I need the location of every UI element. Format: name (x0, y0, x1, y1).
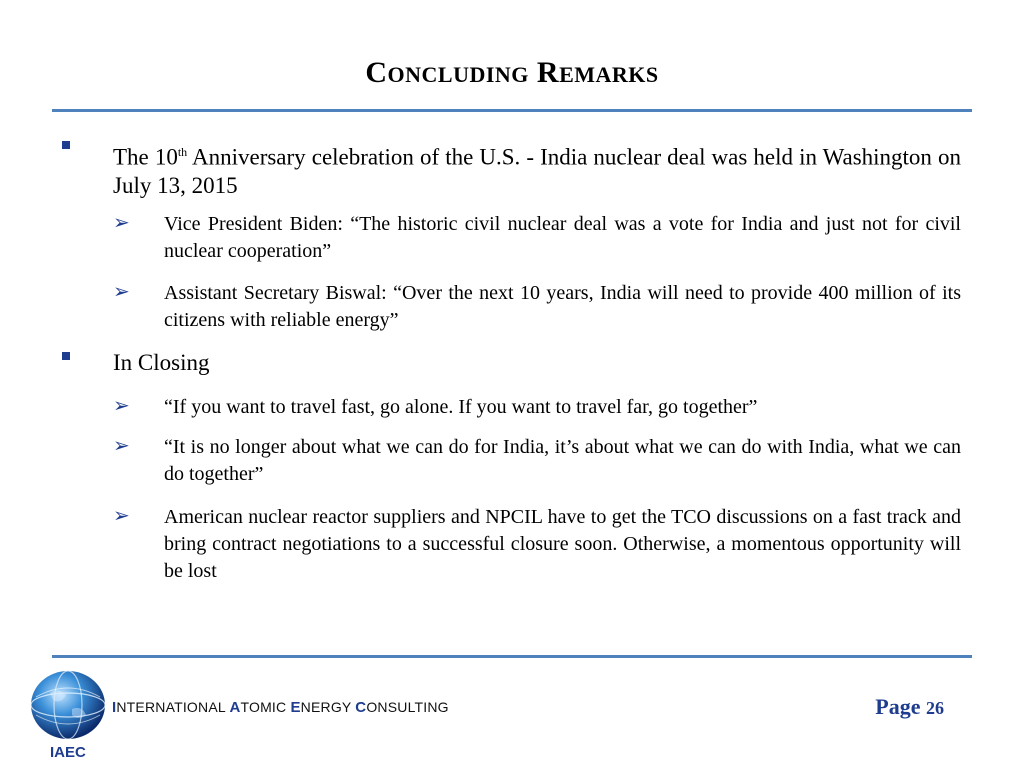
globe-logo-icon (28, 669, 108, 741)
page-number (875, 694, 944, 720)
company-word: TOMIC (240, 699, 291, 715)
title-word-1: ONCLUDING (387, 62, 529, 87)
title-initial-1: C (365, 56, 388, 89)
title-initial-2: R (536, 56, 560, 89)
ordinal-suffix: th (177, 145, 188, 159)
logo-caption: IAEC (50, 744, 86, 761)
subpoint-biden: Vice President Biden: “The historic civil nuclear deal was a vote for India and just not for civil nuclear cooperation” (164, 213, 961, 262)
arrow-bullet-icon: ➢ (113, 433, 130, 457)
company-word: NTERNATIONAL (116, 699, 230, 715)
title-word-2: EMARKS (559, 62, 659, 87)
bullet-item-closing: In Closing (113, 350, 210, 375)
page-label: Page (875, 694, 921, 719)
company-initial: C (355, 699, 367, 716)
arrow-bullet-icon: ➢ (113, 503, 130, 527)
bullet-text-part: The 10 (113, 144, 178, 170)
bullet-item-anniversary (113, 138, 961, 200)
company-initial: E (290, 699, 301, 716)
footer-divider (52, 655, 972, 658)
subpoint-biswal: Assistant Secretary Biswal: “Over the next 10 years, India will need to provide 400 million of its citizens with reliable energy” (164, 282, 961, 331)
company-word: ONSULTING (366, 699, 449, 715)
bullet-text-part: Anniversary celebration of the U.S. - India nuclear deal was held in Washington on July 13, 2015 (113, 144, 961, 198)
title-divider (52, 109, 972, 112)
subpoint-together-quote: “It is no longer about what we can do for India, it’s about what we can do with India, what we can do together” (164, 436, 961, 485)
subpoint-tco: American nuclear reactor suppliers and NPCIL have to get the TCO discussions on a fast track and bring contract negotiations to a successful closure soon. Otherwise, a momentous opportunity will be lost (164, 506, 961, 582)
company-initial: A (229, 699, 241, 716)
square-bullet-icon (62, 352, 70, 360)
company-name (112, 699, 449, 716)
square-bullet-icon (62, 141, 70, 149)
arrow-bullet-icon: ➢ (113, 279, 130, 303)
page-number-value: 26 (926, 698, 944, 718)
arrow-bullet-icon: ➢ (113, 210, 130, 234)
company-initial: I (112, 699, 117, 716)
subpoint-travel-quote: “If you want to travel fast, go alone. If you want to travel far, go together” (164, 396, 758, 418)
arrow-bullet-icon: ➢ (113, 393, 130, 417)
slide-title (0, 56, 1024, 90)
company-word: NERGY (300, 699, 356, 715)
